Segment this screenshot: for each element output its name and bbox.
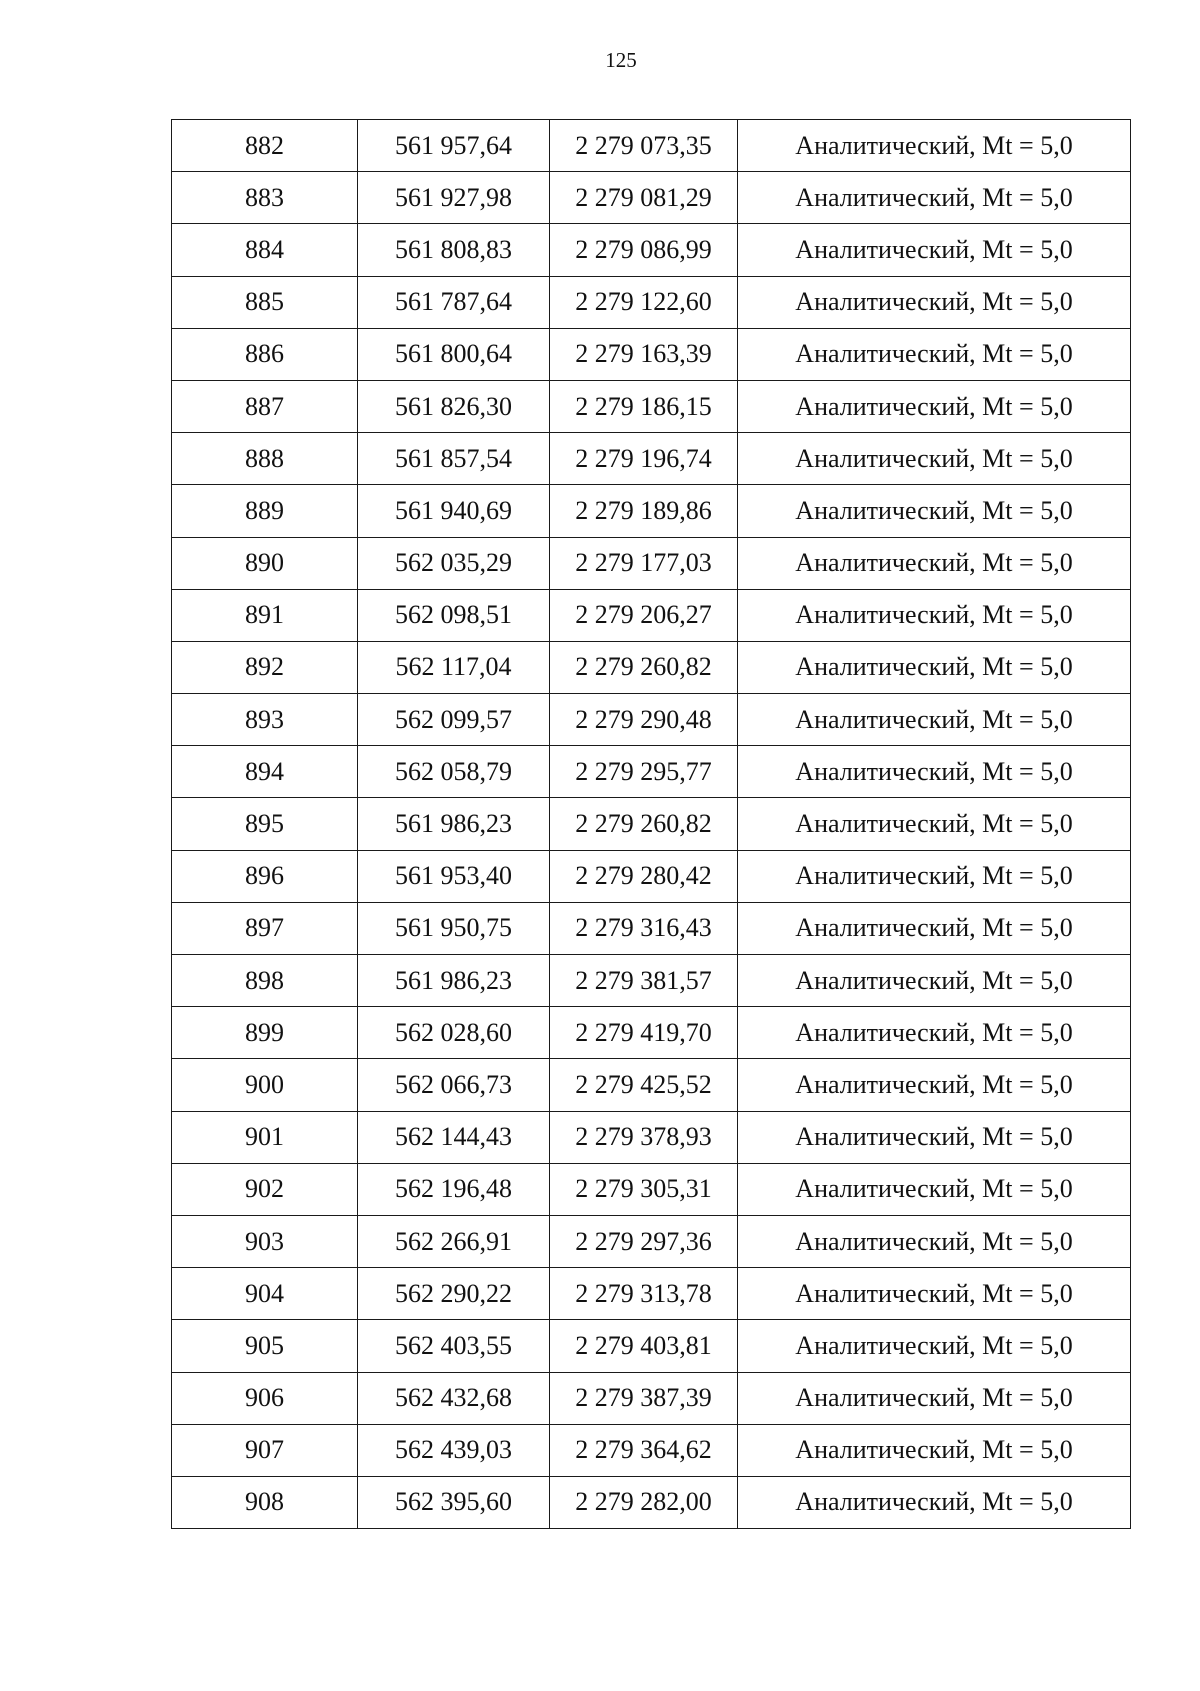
y-coordinate-cell: 2 279 073,35 — [550, 120, 738, 172]
table-row — [172, 1163, 1131, 1215]
x-coordinate-cell: 562 266,91 — [358, 1215, 550, 1267]
point-number-cell: 896 — [172, 850, 358, 902]
x-coordinate-cell: 561 940,69 — [358, 485, 550, 537]
page-number: 125 — [605, 48, 637, 72]
x-coordinate-cell: 562 439,03 — [358, 1424, 550, 1476]
y-coordinate-cell: 2 279 403,81 — [550, 1320, 738, 1372]
point-number-cell: 887 — [172, 380, 358, 432]
y-coordinate-cell: 2 279 295,77 — [550, 746, 738, 798]
point-number-cell: 899 — [172, 1007, 358, 1059]
method-cell: Аналитический, Mt = 5,0 — [738, 1163, 1131, 1215]
method-cell: Аналитический, Mt = 5,0 — [738, 1111, 1131, 1163]
x-coordinate-cell: 562 098,51 — [358, 589, 550, 641]
point-number-cell: 907 — [172, 1424, 358, 1476]
x-coordinate-cell: 561 927,98 — [358, 172, 550, 224]
point-number-cell: 889 — [172, 485, 358, 537]
x-coordinate-cell: 561 953,40 — [358, 850, 550, 902]
table-row — [172, 485, 1131, 537]
method-cell: Аналитический, Mt = 5,0 — [738, 798, 1131, 850]
method-cell: Аналитический, Mt = 5,0 — [738, 1320, 1131, 1372]
table-row — [172, 1059, 1131, 1111]
method-cell: Аналитический, Mt = 5,0 — [738, 1007, 1131, 1059]
x-coordinate-cell: 561 957,64 — [358, 120, 550, 172]
y-coordinate-cell: 2 279 196,74 — [550, 433, 738, 485]
x-coordinate-cell: 562 066,73 — [358, 1059, 550, 1111]
point-number-cell: 886 — [172, 328, 358, 380]
point-number-cell: 888 — [172, 433, 358, 485]
x-coordinate-cell: 562 290,22 — [358, 1268, 550, 1320]
y-coordinate-cell: 2 279 122,60 — [550, 276, 738, 328]
method-cell: Аналитический, Mt = 5,0 — [738, 1268, 1131, 1320]
method-cell: Аналитический, Mt = 5,0 — [738, 537, 1131, 589]
table-row — [172, 1372, 1131, 1424]
x-coordinate-cell: 562 403,55 — [358, 1320, 550, 1372]
x-coordinate-cell: 562 117,04 — [358, 641, 550, 693]
table-row — [172, 537, 1131, 589]
point-number-cell: 902 — [172, 1163, 358, 1215]
table-row — [172, 641, 1131, 693]
y-coordinate-cell: 2 279 297,36 — [550, 1215, 738, 1267]
method-cell: Аналитический, Mt = 5,0 — [738, 850, 1131, 902]
point-number-cell: 882 — [172, 120, 358, 172]
table-row — [172, 1476, 1131, 1528]
table-row — [172, 746, 1131, 798]
x-coordinate-cell: 561 808,83 — [358, 224, 550, 276]
x-coordinate-cell: 561 826,30 — [358, 380, 550, 432]
method-cell: Аналитический, Mt = 5,0 — [738, 746, 1131, 798]
x-coordinate-cell: 562 395,60 — [358, 1476, 550, 1528]
table-row — [172, 1215, 1131, 1267]
x-coordinate-cell: 562 099,57 — [358, 694, 550, 746]
point-number-cell: 890 — [172, 537, 358, 589]
table-row — [172, 120, 1131, 172]
method-cell: Аналитический, Mt = 5,0 — [738, 589, 1131, 641]
point-number-cell: 883 — [172, 172, 358, 224]
point-number-cell: 898 — [172, 955, 358, 1007]
method-cell: Аналитический, Mt = 5,0 — [738, 224, 1131, 276]
point-number-cell: 893 — [172, 694, 358, 746]
method-cell: Аналитический, Mt = 5,0 — [738, 380, 1131, 432]
method-cell: Аналитический, Mt = 5,0 — [738, 902, 1131, 954]
method-cell: Аналитический, Mt = 5,0 — [738, 328, 1131, 380]
y-coordinate-cell: 2 279 290,48 — [550, 694, 738, 746]
y-coordinate-cell: 2 279 081,29 — [550, 172, 738, 224]
y-coordinate-cell: 2 279 086,99 — [550, 224, 738, 276]
table-row — [172, 172, 1131, 224]
point-number-cell: 895 — [172, 798, 358, 850]
y-coordinate-cell: 2 279 163,39 — [550, 328, 738, 380]
table-row — [172, 694, 1131, 746]
x-coordinate-cell: 561 800,64 — [358, 328, 550, 380]
point-number-cell: 892 — [172, 641, 358, 693]
method-cell: Аналитический, Mt = 5,0 — [738, 1215, 1131, 1267]
table-row — [172, 589, 1131, 641]
y-coordinate-cell: 2 279 206,27 — [550, 589, 738, 641]
x-coordinate-cell: 561 857,54 — [358, 433, 550, 485]
method-cell: Аналитический, Mt = 5,0 — [738, 694, 1131, 746]
method-cell: Аналитический, Mt = 5,0 — [738, 120, 1131, 172]
y-coordinate-cell: 2 279 378,93 — [550, 1111, 738, 1163]
point-number-cell: 906 — [172, 1372, 358, 1424]
table-row — [172, 1007, 1131, 1059]
point-number-cell: 900 — [172, 1059, 358, 1111]
method-cell: Аналитический, Mt = 5,0 — [738, 1424, 1131, 1476]
method-cell: Аналитический, Mt = 5,0 — [738, 641, 1131, 693]
point-number-cell: 897 — [172, 902, 358, 954]
method-cell: Аналитический, Mt = 5,0 — [738, 276, 1131, 328]
x-coordinate-cell: 562 028,60 — [358, 1007, 550, 1059]
table-row — [172, 433, 1131, 485]
x-coordinate-cell: 561 986,23 — [358, 955, 550, 1007]
y-coordinate-cell: 2 279 387,39 — [550, 1372, 738, 1424]
point-number-cell: 905 — [172, 1320, 358, 1372]
x-coordinate-cell: 562 058,79 — [358, 746, 550, 798]
x-coordinate-cell: 562 144,43 — [358, 1111, 550, 1163]
method-cell: Аналитический, Mt = 5,0 — [738, 1476, 1131, 1528]
point-number-cell: 894 — [172, 746, 358, 798]
method-cell: Аналитический, Mt = 5,0 — [738, 1372, 1131, 1424]
y-coordinate-cell: 2 279 186,15 — [550, 380, 738, 432]
point-number-cell: 904 — [172, 1268, 358, 1320]
point-number-cell: 884 — [172, 224, 358, 276]
y-coordinate-cell: 2 279 419,70 — [550, 1007, 738, 1059]
y-coordinate-cell: 2 279 316,43 — [550, 902, 738, 954]
method-cell: Аналитический, Mt = 5,0 — [738, 1059, 1131, 1111]
y-coordinate-cell: 2 279 260,82 — [550, 798, 738, 850]
y-coordinate-cell: 2 279 313,78 — [550, 1268, 738, 1320]
table-row — [172, 224, 1131, 276]
y-coordinate-cell: 2 279 177,03 — [550, 537, 738, 589]
y-coordinate-cell: 2 279 280,42 — [550, 850, 738, 902]
x-coordinate-cell: 561 986,23 — [358, 798, 550, 850]
method-cell: Аналитический, Mt = 5,0 — [738, 955, 1131, 1007]
table-row — [172, 1111, 1131, 1163]
point-number-cell: 885 — [172, 276, 358, 328]
table-row — [172, 850, 1131, 902]
method-cell: Аналитический, Mt = 5,0 — [738, 485, 1131, 537]
table-row — [172, 1320, 1131, 1372]
y-coordinate-cell: 2 279 189,86 — [550, 485, 738, 537]
x-coordinate-cell: 561 787,64 — [358, 276, 550, 328]
point-number-cell: 908 — [172, 1476, 358, 1528]
x-coordinate-cell: 561 950,75 — [358, 902, 550, 954]
point-number-cell: 903 — [172, 1215, 358, 1267]
table-row — [172, 276, 1131, 328]
point-number-cell: 901 — [172, 1111, 358, 1163]
x-coordinate-cell: 562 196,48 — [358, 1163, 550, 1215]
table-row — [172, 798, 1131, 850]
method-cell: Аналитический, Mt = 5,0 — [738, 433, 1131, 485]
y-coordinate-cell: 2 279 381,57 — [550, 955, 738, 1007]
table-row — [172, 328, 1131, 380]
y-coordinate-cell: 2 279 305,31 — [550, 1163, 738, 1215]
method-cell: Аналитический, Mt = 5,0 — [738, 172, 1131, 224]
table-row — [172, 1268, 1131, 1320]
table-row — [172, 1424, 1131, 1476]
y-coordinate-cell: 2 279 364,62 — [550, 1424, 738, 1476]
y-coordinate-cell: 2 279 425,52 — [550, 1059, 738, 1111]
y-coordinate-cell: 2 279 260,82 — [550, 641, 738, 693]
y-coordinate-cell: 2 279 282,00 — [550, 1476, 738, 1528]
table-row — [172, 902, 1131, 954]
x-coordinate-cell: 562 035,29 — [358, 537, 550, 589]
coordinates-table — [171, 119, 1131, 1529]
table-row — [172, 380, 1131, 432]
x-coordinate-cell: 562 432,68 — [358, 1372, 550, 1424]
table-row — [172, 955, 1131, 1007]
table-body — [172, 120, 1131, 1529]
point-number-cell: 891 — [172, 589, 358, 641]
